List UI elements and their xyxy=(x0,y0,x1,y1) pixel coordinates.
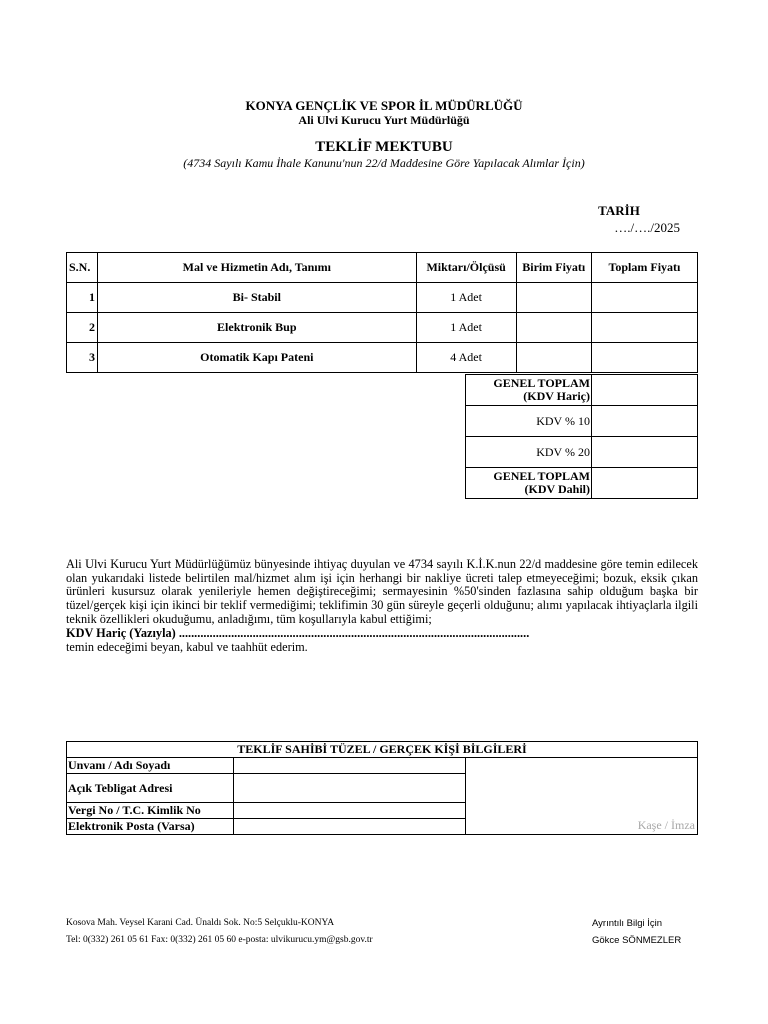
total-excl-vat-line2: (KDV Hariç) xyxy=(523,389,590,403)
footer-info-person: Gökce SÖNMEZLER xyxy=(592,935,682,946)
total-incl-vat-value[interactable] xyxy=(592,468,698,499)
stamp-signature-label: Kaşe / İmza xyxy=(637,818,695,832)
kdv20-label: KDV % 20 xyxy=(466,437,592,468)
bidder-address-field[interactable] xyxy=(234,774,466,803)
row-sn: 3 xyxy=(67,343,98,373)
header-quantity: Miktarı/Ölçüsü xyxy=(416,253,516,283)
row-total-price[interactable] xyxy=(591,283,697,313)
total-incl-vat-label xyxy=(466,468,592,499)
table-row xyxy=(67,343,698,373)
bidder-field-label: Vergi No / T.C. Kimlik No xyxy=(67,803,234,819)
bidder-info-title-row xyxy=(67,742,698,758)
row-item-name: Bi- Stabil xyxy=(98,283,417,313)
footer-info xyxy=(592,915,681,949)
total-excl-vat-value[interactable] xyxy=(592,375,698,406)
row-quantity: 4 Adet xyxy=(416,343,516,373)
kdv10-label: KDV % 10 xyxy=(466,406,592,437)
declaration-paragraph: Ali Ulvi Kurucu Yurt Müdürlüğümüz bünyesinde ihtiyaç duyulan ve 4734 sayılı K.İ.K.nun 22/d maddesine göre temin edilecek olan yukarıdaki listede belirtilen mal/hizmet alım işi için herhangi bir nakliye ücreti talep etmeyeceğimi; bozuk, eksik çıkan ürünleri kusursuz olarak yenileriyle hemen değiştireceğimi; sermayesinin %50'sinden fazlasına sahip olduğum başka bir tüzel/gerçek kişi için ikinci bir teklif vermediğimi; teklifimin 30 gün süreyle geçerli olduğunu; alımı yapılacak ihtiyaçlarla ilgili teknik özellikleri okuduğumu, anladığımı, tüm koşullarıyla kabul ettiğimi; xyxy=(66,557,698,626)
kdv10-value[interactable] xyxy=(592,406,698,437)
totals-table xyxy=(465,374,698,499)
total-excl-vat-label xyxy=(466,375,592,406)
footer-contact xyxy=(66,915,373,949)
bidder-email-field[interactable] xyxy=(234,819,466,835)
footer-address: Kosova Mah. Veysel Karani Cad. Ünaldı Sok. No:5 Selçuklu-KONYA xyxy=(66,918,335,928)
stamp-signature-area[interactable] xyxy=(466,758,698,835)
row-unit-price[interactable] xyxy=(516,283,591,313)
bidder-name-field[interactable] xyxy=(234,758,466,774)
footer-info-label: Ayrıntılı Bilgi İçin xyxy=(592,918,663,929)
bidder-taxid-field[interactable] xyxy=(234,803,466,819)
row-quantity: 1 Adet xyxy=(416,283,516,313)
organization-name: KONYA GENÇLİK VE SPOR İL MÜDÜRLÜĞÜ xyxy=(245,98,523,113)
table-row xyxy=(67,283,698,313)
document-title: TEKLİF MEKTUBU xyxy=(315,139,453,155)
row-unit-price[interactable] xyxy=(516,313,591,343)
date-value: …./…./2025 xyxy=(614,220,680,235)
row-total-price[interactable] xyxy=(591,313,697,343)
date-label: TARİH xyxy=(598,203,640,218)
row-item-name: Elektronik Bup xyxy=(98,313,417,343)
total-incl-vat-line1: GENEL TOPLAM xyxy=(493,469,590,483)
kdv20-row xyxy=(466,437,698,468)
items-table-header xyxy=(67,253,698,283)
total-incl-vat-row xyxy=(466,468,698,499)
total-excl-vat-row xyxy=(466,375,698,406)
kdv-written-line: KDV Hariç (Yazıyla) .................................................................................................................. xyxy=(66,626,530,640)
bidder-field-row xyxy=(67,758,698,774)
bidder-field-label: Elektronik Posta (Varsa) xyxy=(67,819,234,835)
declaration-closing: temin edeceğimi beyan, kabul ve taahhüt ederim. xyxy=(66,640,308,654)
unit-name: Ali Ulvi Kurucu Yurt Müdürlüğü xyxy=(298,113,470,127)
total-excl-vat-line1: GENEL TOPLAM xyxy=(493,376,590,390)
row-sn: 1 xyxy=(67,283,98,313)
document-subtitle: (4734 Sayılı Kamu İhale Kanunu'nun 22/d Maddesine Göre Yapılacak Alımlar İçin) xyxy=(183,156,585,170)
row-quantity: 1 Adet xyxy=(416,313,516,343)
row-sn: 2 xyxy=(67,313,98,343)
header-total-price: Toplam Fiyatı xyxy=(591,253,697,283)
bidder-info-table xyxy=(66,741,698,835)
footer-phone-email: Tel: 0(332) 261 05 61 Fax: 0(332) 261 05 60 e-posta: ulvikurucu.ym@gsb.gov.tr xyxy=(66,935,373,945)
row-total-price[interactable] xyxy=(591,343,697,373)
header-sn: S.N. xyxy=(67,253,98,283)
bidder-info-title: TEKLİF SAHİBİ TÜZEL / GERÇEK KİŞİ BİLGİLERİ xyxy=(67,742,698,758)
kdv20-value[interactable] xyxy=(592,437,698,468)
document-header xyxy=(0,98,768,127)
bidder-field-label: Unvanı / Adı Soyadı xyxy=(67,758,234,774)
row-item-name: Otomatik Kapı Pateni xyxy=(98,343,417,373)
header-unit-price: Birim Fiyatı xyxy=(516,253,591,283)
total-incl-vat-line2: (KDV Dahil) xyxy=(524,482,590,496)
kdv10-row xyxy=(466,406,698,437)
bidder-field-label: Açık Tebligat Adresi xyxy=(67,774,234,803)
table-row xyxy=(67,313,698,343)
row-unit-price[interactable] xyxy=(516,343,591,373)
items-table xyxy=(66,252,698,373)
header-name: Mal ve Hizmetin Adı, Tanımı xyxy=(98,253,417,283)
